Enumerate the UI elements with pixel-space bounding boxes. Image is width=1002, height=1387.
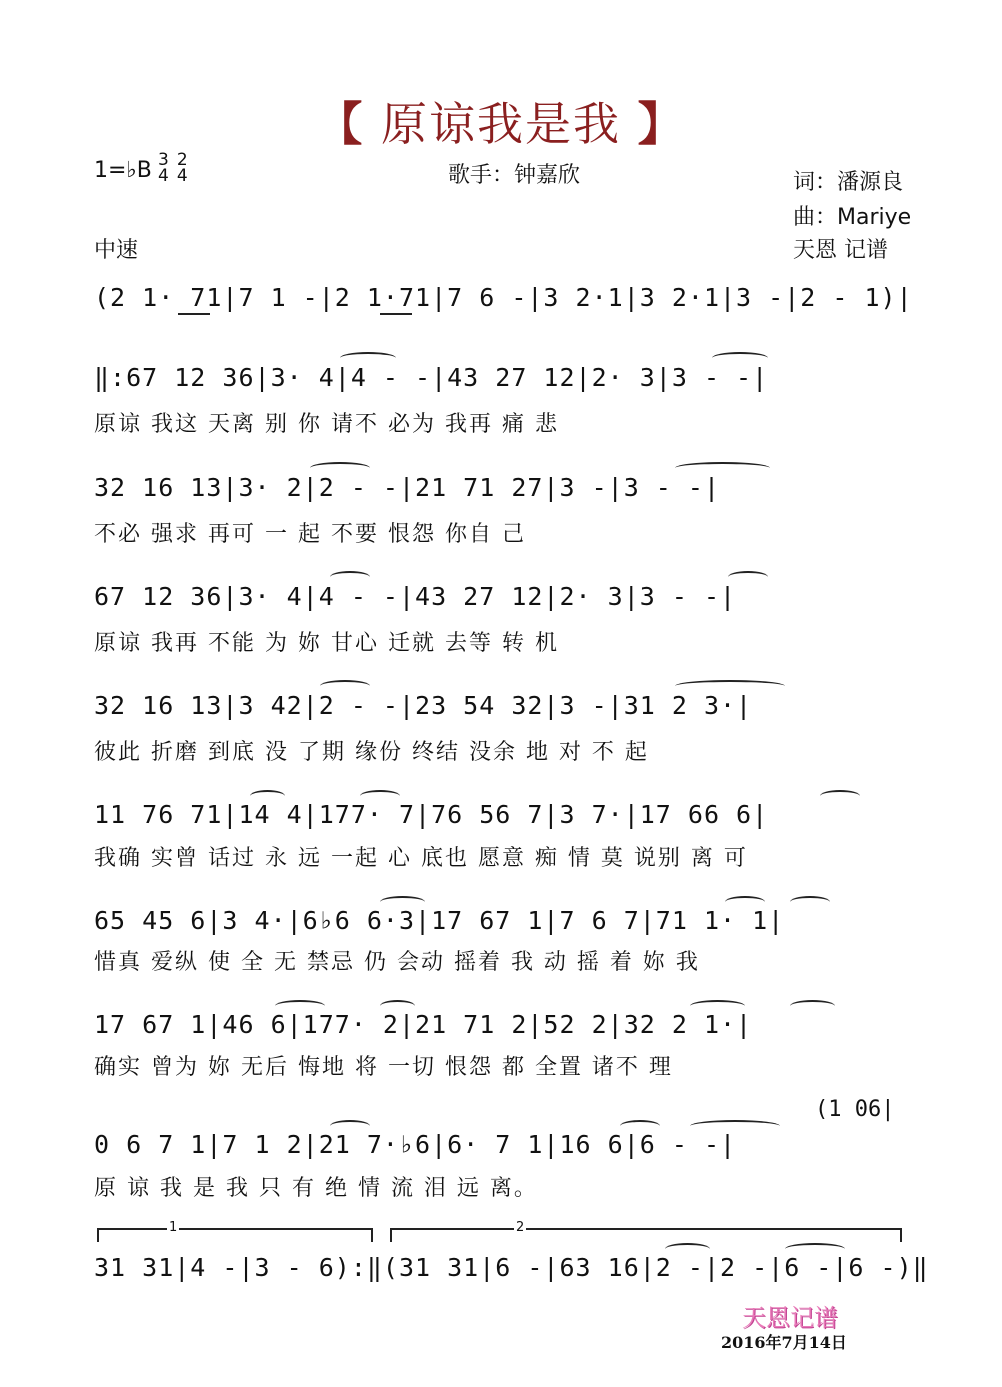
score-line-8: 0 6 7 1|7 1 2|21 7·♭6|6· 7 1|16 6|6 - -| [94, 1130, 737, 1159]
slur [380, 1000, 415, 1012]
volta-label-1: 1 [169, 1220, 178, 1235]
score-line-1: ‖:67 12 36|3· 4|4 - -|43 27 12|2· 3|3 - -| [94, 363, 769, 392]
slur [790, 1000, 835, 1012]
volta-label-2: 2 [516, 1220, 525, 1235]
lyric-line-1: 原谅 我这 天离 别 你 请不 必为 我再 痛 悲 [94, 412, 559, 437]
slur [330, 1120, 370, 1132]
slur [250, 790, 285, 802]
title-bracket-close: 】 [637, 97, 686, 151]
song-title: 原谅我是我 [381, 97, 621, 151]
slur [690, 1120, 780, 1132]
slur [275, 1000, 325, 1012]
slur [675, 680, 785, 692]
beam-underline [178, 313, 210, 315]
lyric-line-3: 原谅 我再 不能 为 妳 甘心 迁就 去等 转 机 [94, 631, 559, 656]
slur [728, 571, 768, 583]
slur [380, 896, 425, 908]
page-title [0, 88, 1002, 154]
tempo-marking: 中速 [94, 238, 139, 263]
date-stamp: 2016年7月14日 [721, 1333, 847, 1352]
lyric-line-2: 不必 强求 再可 一 起 不要 恨怨 你自 己 [94, 522, 526, 547]
time-sig-2-4: 2 4 [176, 150, 188, 186]
lyric-line-5: 我确 实曾 话过 永 远 一起 心 底也 愿意 痴 情 莫 说别 离 可 [94, 846, 748, 871]
lyricist-credit: 词：潘源良 [793, 170, 904, 195]
watermark: 天恩记谱 [742, 1304, 838, 1332]
time-signature [158, 152, 196, 184]
slur [330, 571, 370, 583]
slur [360, 790, 400, 802]
score-line-4: 32 16 13|3 42|2 - -|23 54 32|3 -|31 2 3·| [94, 691, 753, 720]
score-line-6: 65 45 6|3 4·|6♭6 6·3|17 67 1|7 6 7|71 1· 1| [94, 906, 785, 935]
beam-underline [380, 313, 412, 315]
composer-credit: 曲：Mariye [793, 205, 912, 230]
score-line-7: 17 67 1|46 6|177· 2|21 71 2|52 2|32 2 1·| [94, 1010, 753, 1039]
slur [320, 680, 370, 692]
slur [675, 462, 770, 474]
slur [712, 352, 768, 364]
singer-credit: 歌手：钟嘉欣 [448, 163, 581, 188]
slur [620, 1120, 660, 1132]
score-line-2: 32 16 13|3· 2|2 - -|21 71 27|3 -|3 - -| [94, 473, 720, 502]
score-line-3: 67 12 36|3· 4|4 - -|43 27 12|2· 3|3 - -| [94, 582, 737, 611]
slur [665, 1243, 710, 1255]
ending-bracket-notes: (1 06| [815, 1097, 895, 1122]
slur [820, 790, 860, 802]
key-signature: 1=♭B [94, 158, 152, 183]
score-line-intro: (2 1· 71|7 1 -|2 1·71|7 6 -|3 2·1|3 2·1|3 -|2 - 1)| [94, 283, 913, 312]
lyric-line-4: 彼此 折磨 到底 没 了期 缘份 终结 没余 地 对 不 起 [94, 740, 649, 765]
lyric-line-6: 惜真 爱纵 使 全 无 禁忌 仍 会动 摇着 我 动 摇 着 妳 我 [94, 950, 700, 975]
slur [785, 1243, 845, 1255]
score-line-5: 11 76 71|14 4|177· 7|76 56 7|3 7·|17 66 6| [94, 800, 769, 829]
scribe-credit: 天恩 记谱 [793, 238, 888, 263]
volta-bracket-2 [390, 1228, 902, 1242]
slur [310, 462, 370, 474]
score-line-9: 31 31|4 -|3 - 6):‖(31 31|6 -|63 16|2 -|2 -|6 -|6 -)‖ [94, 1253, 929, 1282]
slur [340, 352, 396, 364]
lyric-line-8: 原 谅 我 是 我 只 有 绝 情 流 泪 远 离。 [94, 1176, 538, 1201]
title-bracket-open: 【 [316, 97, 365, 151]
slur [690, 1000, 745, 1012]
slur [725, 896, 765, 908]
volta-bracket-1 [97, 1228, 373, 1242]
lyric-line-7: 确实 曾为 妳 无后 悔地 将 一切 恨怨 都 全置 诸不 理 [94, 1055, 673, 1080]
slur [790, 896, 830, 908]
time-sig-3-4: 3 4 [158, 150, 169, 186]
